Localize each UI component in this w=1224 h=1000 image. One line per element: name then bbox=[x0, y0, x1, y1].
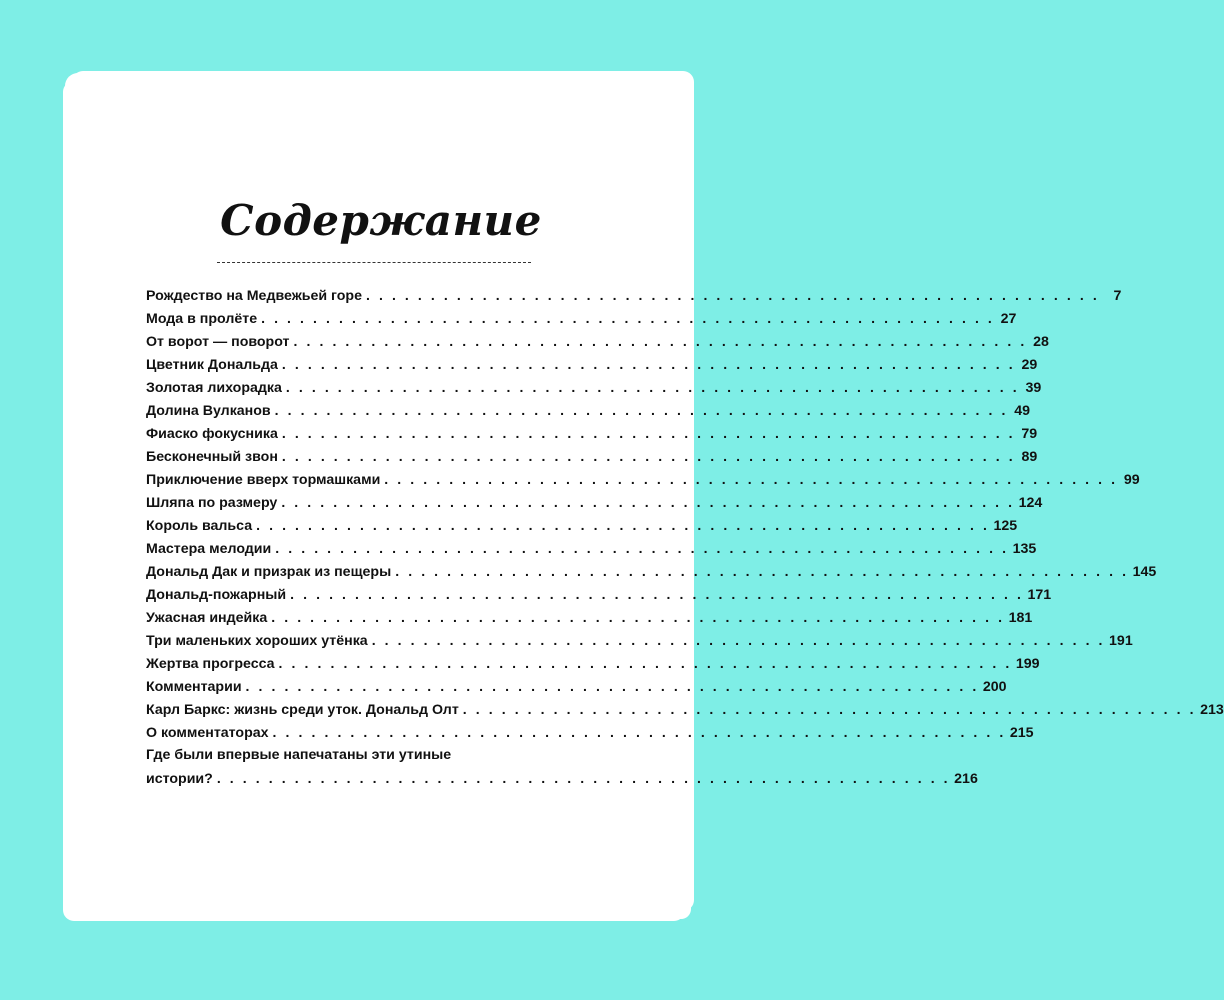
toc-leader-dots: . . . . . . . . . . . . . . . . . . . . . . . . . . . . . . . . . . . . . . . . . . . . . . . . . . . . . . . . . bbox=[275, 540, 1009, 556]
toc-entry-page: 49 bbox=[1014, 403, 1030, 419]
toc-leader-dots: . . . . . . . . . . . . . . . . . . . . . . . . . . . . . . . . . . . . . . . . . . . . . . . . . . . . . . . . . bbox=[278, 655, 1012, 671]
toc-entry[interactable] bbox=[146, 514, 1018, 537]
toc-leader-dots: . . . . . . . . . . . . . . . . . . . . . . . . . . . . . . . . . . . . . . . . . . . . . . . . . . . . . . . . . bbox=[290, 586, 1024, 602]
toc-entry-page: 27 bbox=[1000, 311, 1017, 327]
toc-entry-title: Золотая лихорадка bbox=[146, 380, 282, 396]
toc-entry-title-line2: истории? bbox=[146, 771, 213, 787]
toc-entry[interactable] bbox=[146, 468, 1140, 491]
toc-entry[interactable] bbox=[146, 445, 1038, 468]
toc-entry[interactable] bbox=[146, 629, 1133, 652]
toc-leader-dots: . . . . . . . . . . . . . . . . . . . . . . . . . . . . . . . . . . . . . . . . . . . . . . . . . . . . . . . . . bbox=[285, 379, 1020, 395]
paper-edge-bottom bbox=[260, 912, 600, 917]
toc-entry-title: От ворот — поворот bbox=[146, 334, 290, 350]
toc-entry-title: Три маленьких хороших утёнка bbox=[146, 633, 368, 649]
toc-entry-title: Мода в пролёте bbox=[146, 311, 258, 327]
toc-entry-page: 79 bbox=[1021, 426, 1038, 442]
toc-leader-dots: . . . . . . . . . . . . . . . . . . . . . . . . . . . . . . . . . . . . . . . . . . . . . . . . . . . . . . . . . bbox=[281, 425, 1016, 441]
toc-entry-title: Фиаско фокусника bbox=[146, 426, 278, 442]
toc-entry-page: 200 bbox=[982, 679, 1007, 695]
toc-entry-title: Приключение вверх тормашками bbox=[146, 472, 381, 488]
toc-entry-title: Бесконечный звон bbox=[146, 449, 278, 465]
toc-leader-dots: . . . . . . . . . . . . . . . . . . . . . . . . . . . . . . . . . . . . . . . . . . . . . . . . . . . . . . . . . bbox=[293, 333, 1027, 349]
toc-entry-title: Дональд-пожарный bbox=[146, 587, 287, 603]
table-of-contents bbox=[146, 284, 1224, 790]
toc-entry-page: 181 bbox=[1008, 610, 1033, 626]
toc-entry[interactable] bbox=[146, 583, 1052, 606]
toc-entry[interactable] bbox=[146, 353, 1038, 376]
toc-entry-page: 135 bbox=[1012, 541, 1037, 557]
toc-entry-page: 171 bbox=[1027, 587, 1052, 603]
toc-entry-page: 145 bbox=[1132, 564, 1157, 580]
toc-leader-dots: . . . . . . . . . . . . . . . . . . . . . . . . . . . . . . . . . . . . . . . . . . . . . . . . . . . . . . . . . bbox=[281, 356, 1016, 372]
toc-entry[interactable] bbox=[146, 652, 1040, 675]
toc-entry[interactable] bbox=[146, 537, 1037, 560]
toc-entry-page: 213 bbox=[1200, 702, 1224, 718]
toc-entry-title: Мастера мелодии bbox=[146, 541, 272, 557]
toc-entry-page: 7 bbox=[1113, 288, 1122, 304]
toc-entry-page: 215 bbox=[1009, 725, 1034, 741]
toc-leader-dots: . . . . . . . . . . . . . . . . . . . . . . . . . . . . . . . . . . . . . . . . . . . . . . . . . . . . . . . . . bbox=[384, 471, 1118, 487]
toc-entry-title: Жертва прогресса bbox=[146, 656, 275, 672]
toc-entry-title: Долина Вулканов bbox=[146, 403, 271, 419]
toc-entry[interactable] bbox=[146, 560, 1157, 583]
toc-entry-title: Карл Баркс: жизнь среди уток. Дональд Олт bbox=[146, 702, 459, 718]
toc-entry-title: Король вальса bbox=[146, 518, 253, 534]
toc-entry[interactable] bbox=[146, 491, 1043, 514]
toc-leader-dots: . . . . . . . . . . . . . . . . . . . . . . . . . . . . . . . . . . . . . . . . . . . . . . . . . . . . . . . . . bbox=[365, 287, 1100, 303]
paper-edge-top bbox=[120, 72, 420, 78]
toc-leader-dots: . . . . . . . . . . . . . . . . . . . . . . . . . . . . . . . . . . . . . . . . . . . . . . . . . . . . . . . . . bbox=[245, 678, 979, 694]
toc-entry[interactable] bbox=[146, 744, 978, 790]
toc-entry-page: 191 bbox=[1109, 633, 1133, 649]
toc-entry[interactable] bbox=[146, 376, 1042, 399]
toc-entry-page: 124 bbox=[1018, 495, 1043, 511]
toc-leader-dots: . . . . . . . . . . . . . . . . . . . . . . . . . . . . . . . . . . . . . . . . . . . . . . . . . . . . . . . . . bbox=[371, 632, 1106, 648]
toc-entry-title: Цветник Дональда bbox=[146, 357, 278, 373]
toc-leader-dots: . . . . . . . . . . . . . . . . . . . . . . . . . . . . . . . . . . . . . . . . . . . . . . . . . . . . . . . . . bbox=[261, 310, 995, 326]
toc-entry-page: 125 bbox=[993, 518, 1018, 534]
toc-entry-page: 99 bbox=[1123, 472, 1140, 488]
toc-entry-title: Рождество на Медвежьей горе bbox=[146, 288, 362, 304]
toc-entry[interactable] bbox=[146, 721, 1034, 744]
toc-leader-dots: . . . . . . . . . . . . . . . . . . . . . . . . . . . . . . . . . . . . . . . . . . . . . . . . . . . . . . . . . bbox=[216, 770, 951, 786]
paper-edge-left bbox=[64, 300, 70, 780]
toc-leader-dots: . . . . . . . . . . . . . . . . . . . . . . . . . . . . . . . . . . . . . . . . . . . . . . . . . . . . . . . . . bbox=[274, 402, 1008, 418]
toc-entry[interactable] bbox=[146, 675, 1007, 698]
toc-entry-page: 199 bbox=[1015, 656, 1040, 672]
toc-entry[interactable] bbox=[146, 422, 1038, 445]
toc-leader-dots: . . . . . . . . . . . . . . . . . . . . . . . . . . . . . . . . . . . . . . . . . . . . . . . . . . . . . . . . . bbox=[281, 494, 1015, 510]
toc-leader-dots: . . . . . . . . . . . . . . . . . . . . . . . . . . . . . . . . . . . . . . . . . . . . . . . . . . . . . . . . . bbox=[395, 563, 1129, 579]
toc-leader-dots: . . . . . . . . . . . . . . . . . . . . . . . . . . . . . . . . . . . . . . . . . . . . . . . . . . . . . . . . . bbox=[272, 724, 1006, 740]
toc-entry-title: Шляпа по размеру bbox=[146, 495, 278, 511]
toc-entry-title: Дональд Дак и призрак из пещеры bbox=[146, 564, 392, 580]
page-title: Содержание bbox=[220, 196, 542, 245]
toc-entry-title-line1: Где были впервые напечатаны эти утиные bbox=[146, 747, 452, 763]
toc-entry[interactable] bbox=[146, 399, 1030, 422]
toc-leader-dots: . . . . . . . . . . . . . . . . . . . . . . . . . . . . . . . . . . . . . . . . . . . . . . . . . . . . . . . . . bbox=[281, 448, 1016, 464]
title-divider bbox=[217, 262, 531, 263]
toc-entry[interactable] bbox=[146, 606, 1033, 629]
toc-leader-dots: . . . . . . . . . . . . . . . . . . . . . . . . . . . . . . . . . . . . . . . . . . . . . . . . . . . . . . . . . bbox=[256, 517, 990, 533]
toc-entry[interactable] bbox=[146, 330, 1049, 353]
toc-entry-title: Ужасная индейка bbox=[146, 610, 268, 626]
toc-entry-page: 28 bbox=[1033, 334, 1049, 350]
toc-entry[interactable] bbox=[146, 307, 1017, 330]
toc-entry[interactable] bbox=[146, 698, 1224, 721]
toc-leader-dots: . . . . . . . . . . . . . . . . . . . . . . . . . . . . . . . . . . . . . . . . . . . . . . . . . . . . . . . . . bbox=[271, 609, 1005, 625]
toc-entry-page: 89 bbox=[1021, 449, 1038, 465]
toc-entry-page: 39 bbox=[1025, 380, 1042, 396]
toc-entry-page: 29 bbox=[1021, 357, 1038, 373]
toc-entry-title: О комментаторах bbox=[146, 725, 269, 741]
toc-entry-title: Комментарии bbox=[146, 679, 242, 695]
toc-entry[interactable] bbox=[146, 284, 1122, 307]
toc-leader-dots: . . . . . . . . . . . . . . . . . . . . . . . . . . . . . . . . . . . . . . . . . . . . . . . . . . . . . . . . . bbox=[462, 701, 1197, 717]
toc-entry-page: 216 bbox=[954, 771, 978, 787]
